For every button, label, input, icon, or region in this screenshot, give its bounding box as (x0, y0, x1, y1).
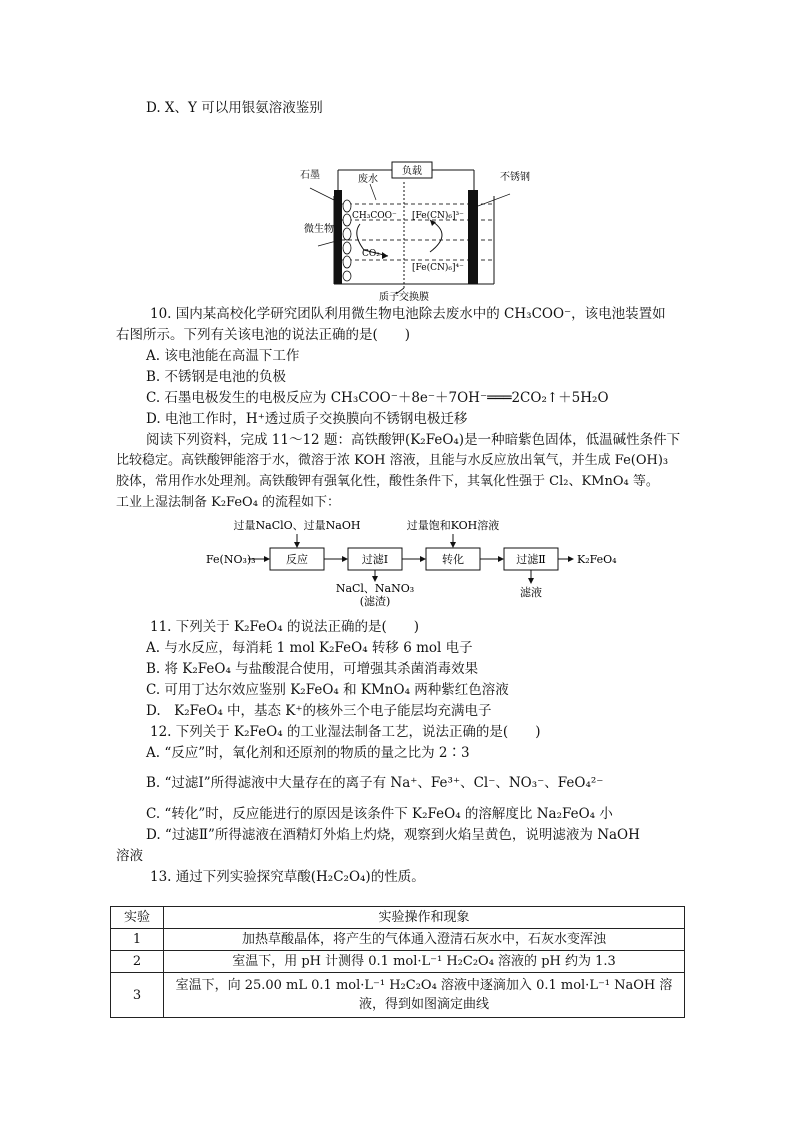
flow-product: K₂FeO₄ (577, 553, 617, 566)
reading-line4: 工业上湿法制备 K₂FeO₄ 的流程如下： (116, 495, 341, 510)
fecn-top-label: [Fe(CN)₆]³⁻ (412, 211, 464, 221)
reading-line1: 阅读下列资料，完成 11～12 题：高铁酸钾(K₂FeO₄)是一种暗紫色固体，低温碱性条件下 (146, 432, 681, 448)
q10-option-c: C. 石墨电极发生的电极反应为 CH₃COO⁻＋8e⁻＋7OH⁻═══2CO₂↑＋5H₂O (146, 390, 609, 406)
fecn-bottom-label: [Fe(CN)₆]⁴⁻ (412, 263, 464, 273)
battery-diagram (300, 160, 530, 302)
table-header: 实验操作和现象 (164, 907, 685, 929)
table-row (111, 929, 685, 951)
q10-option-b: B. 不锈钢是电池的负极 (146, 369, 287, 385)
table-cell: 室温下，用 pH 计测得 0.1 mol·L⁻¹ H₂C₂O₄ 溶液的 pH 约为 1.3 (164, 951, 685, 973)
q12-option-c: C. “转化”时，反应能进行的原因是该条件下 K₂FeO₄ 的溶解度比 Na₂FeO₄ 小 (146, 806, 613, 822)
flow-residue1-note: (滤渣) (359, 595, 391, 608)
co2-label: CO₂ (362, 249, 380, 259)
q11-option-b: B. 将 K₂FeO₄ 与盐酸混合使用，可增强其杀菌消毒效果 (146, 661, 479, 677)
table-cell: 室温下，向 25.00 mL 0.1 mol·L⁻¹ H₂C₂O₄ 溶液中逐滴加入 0.1 mol·L⁻¹ NaOH 溶液，得到如图滴定曲线 (164, 973, 685, 1018)
stainless-electrode (468, 190, 478, 284)
flow-box4-label: 过滤Ⅱ (516, 553, 546, 566)
q10-option-a: A. 该电池能在高温下工作 (146, 348, 300, 364)
q12-option-d-line1: D. “过滤Ⅱ”所得滤液在酒精灯外焰上灼烧，观察到火焰呈黄色，说明滤液为 NaOH (146, 827, 640, 843)
reading-line2: 比较稳定。高铁酸钾能溶于水，微溶于浓 KOH 溶液，且能与水反应放出氧气，并生成 Fe(OH)₃ (116, 453, 669, 468)
reading-line3: 胶体，常用作水处理剂。高铁酸钾有强氧化性，酸性条件下，其氧化性强于 Cl₂、KMnO₄ 等。 (116, 474, 659, 489)
q12-option-a: A. “反应”时，氧化剂和还原剂的物质的量之比为 2∶3 (146, 745, 470, 761)
q11-option-a: A. 与水反应，每消耗 1 mol K₂FeO₄ 转移 6 mol 电子 (146, 640, 473, 656)
q11-option-d: D. K₂FeO₄ 中，基态 K⁺的核外三个电子能层均充满电子 (146, 703, 492, 719)
table-header: 实验 (111, 907, 164, 929)
q12-option-b: B. “过滤Ⅰ”所得滤液中大量存在的离子有 Na⁺、Fe³⁺、Cl⁻、NO₃⁻、FeO₄²⁻ (146, 775, 604, 791)
table-row (111, 973, 685, 1018)
table-row (111, 951, 685, 973)
q10-stem-line1: 10. 国内某高校化学研究团队利用微生物电池除去废水中的 CH₃COO⁻，该电池装置如 (150, 306, 666, 322)
table-cell: 2 (111, 951, 164, 973)
flow-box2-label: 过滤Ⅰ (361, 553, 389, 566)
flow-filtrate: 滤液 (520, 586, 542, 599)
q12-stem: 12. 下列关于 K₂FeO₄ 的工业湿法制备工艺，说法正确的是( ) (150, 724, 541, 740)
q11-option-c: C. 可用丁达尔效应鉴别 K₂FeO₄ 和 KMnO₄ 两种紫红色溶液 (146, 682, 509, 698)
table-cell: 加热草酸晶体，将产生的气体通入澄清石灰水中，石灰水变浑浊 (164, 929, 685, 951)
acetate-label: CH₃COO⁻ (352, 211, 397, 221)
q9-option-d: D. X、Y 可以用银氨溶液鉴别 (146, 100, 323, 116)
flow-box1-label: 反应 (286, 553, 308, 566)
flow-chart (200, 516, 620, 608)
q10-stem-line2: 右图所示。下列有关该电池的说法正确的是( ) (116, 327, 411, 343)
q10-option-d: D. 电池工作时，H⁺透过质子交换膜向不锈钢电极迁移 (146, 411, 468, 427)
membrane-label: 质子交换膜 (379, 292, 429, 302)
wastewater-label: 废水 (358, 174, 378, 185)
table-cell: 3 (111, 973, 164, 1018)
table-header-row (111, 907, 685, 929)
q13-stem: 13. 通过下列实验探究草酸(H₂C₂O₄)的性质。 (150, 869, 425, 885)
flow-reagent2: 过量饱和KOH溶液 (406, 519, 500, 532)
flow-residue1: NaCl、NaNO₃ (335, 582, 415, 595)
experiment-table (110, 906, 685, 1018)
graphite-electrode (334, 190, 342, 284)
microbe-label: 微生物 (304, 224, 334, 235)
flow-start: Fe(NO₃)₃ (206, 553, 256, 566)
stainless-label: 不锈钢 (500, 172, 530, 183)
q11-stem: 11. 下列关于 K₂FeO₄ 的说法正确的是( ) (150, 619, 419, 635)
flow-box3-label: 转化 (442, 553, 464, 566)
load-label: 负载 (402, 166, 422, 177)
table-cell: 1 (111, 929, 164, 951)
flow-reagent1: 过量NaClO、过量NaOH (233, 519, 361, 532)
graphite-label: 石墨 (300, 170, 320, 181)
q12-option-d-line2: 溶液 (116, 848, 143, 864)
